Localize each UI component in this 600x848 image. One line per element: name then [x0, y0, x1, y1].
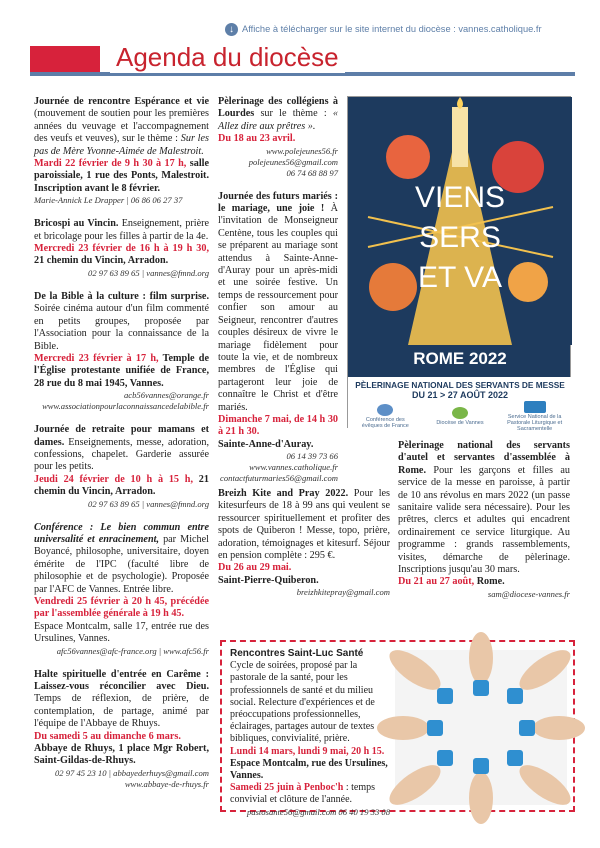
event-title: Breizh Kite and Pray 2022. [218, 488, 349, 499]
event-body: (mouvement de soutien pour les premières années du veuvage et l'accompagnement des veufs et veuves), sur le thème : [34, 108, 209, 145]
right-column [398, 440, 570, 612]
event-address: Saint-Pierre-Quiberon. [218, 574, 319, 586]
logo-label: Diocèse de Vannes [436, 420, 484, 426]
cef-logo [355, 404, 415, 429]
event-address: Rome. [474, 576, 505, 588]
event-contact: breizhkitepray@gmail.com [296, 587, 390, 598]
event-date: Mercredi 23 février de 16 h à 19 h 30, [34, 243, 209, 255]
event-body: Cycle de soirées, proposé par la pastorale de la santé, pour les professionnels de santé et du milieu social. Relecture d'expériences et de préoccupations professionnelles, éclairages, partages autour de textes bibliques, convivialité, prière. [230, 660, 375, 745]
snpls-logo [505, 401, 565, 432]
event-address: 21 chemin du Vincin, Arradon. [34, 473, 209, 498]
poster-word-etva: ET VA [418, 261, 502, 294]
event-bible-culture [34, 291, 209, 412]
download-notice[interactable] [225, 20, 575, 38]
download-icon: ↓ [225, 23, 238, 36]
event-body: Pour les kitesurfeurs de 18 à 99 ans qui veulent se ressourcer spirituellement et profiter des spots de Quiberon ! Messe, topo, prière, adoration, témoignages et kitesurf. Séjour en pension complète : 295 €. [218, 488, 391, 562]
event-saint-luc [230, 648, 390, 818]
poster-artwork [348, 97, 572, 345]
event-address: Espace Montcalm, rue des Ursulines, Vannes. [230, 757, 388, 782]
event-date: Lundi 14 mars, lundi 9 mai, 20 h 15. [230, 745, 385, 757]
poster-dates: DU 21 > 27 AOÛT 2022 [412, 390, 508, 400]
event-body: sur le thème : [254, 108, 333, 120]
event-address: Abbaye de Rhuys, 1 place Mgr Robert, Saint-Gildas-de-Rhuys. [34, 743, 209, 767]
event-address: Espace Montcalm, salle 17, entrée rue des Ursulines, Vannes. [34, 620, 209, 645]
poster-word-viens: VIENS [414, 181, 506, 214]
event-contact: sam@diocese-vannes.fr [487, 588, 570, 599]
event-date: Du samedi 5 au dimanche 6 mars. [34, 730, 181, 742]
event-date: Mercredi 23 février à 17 h, [34, 352, 159, 364]
poster-pelerinage: PÈLERINAGE NATIONAL DES SERVANTS DE MESSE [355, 380, 565, 390]
event-address: Sainte-Anne-d'Auray. [218, 438, 314, 450]
page-title: Agenda du diocèse [110, 42, 345, 73]
event-kite-pray [218, 488, 390, 598]
event-conference [34, 522, 209, 657]
poster-word-sers: SERS [419, 221, 501, 254]
middle-column-lower [218, 488, 390, 610]
event-body: À l'invitation de Monseigneur Centène, tous les couples qui se préparent au mariage sont attendus à Sainte-Anne-d'Auray pour un après-midi et une soirée festive. Un temps de ressourcement pour confier son amour au Seigneur, rencontrer d'autres couples désireux de vivre le mariage fidèlement pour toute la vie, et de nombreux membres de l'Église qui partageront leur joie de connaître le Christ et d'être mariés. [218, 203, 339, 413]
event-retraite-mamans [34, 424, 209, 509]
download-notice-text: Affiche à télécharger sur le site internet du diocèse : vannes.catholique.fr [242, 24, 542, 34]
event-title: Pèlerinage national des servants d'autel et servantes d'assemblée à Rome. [398, 440, 570, 476]
event-title: Journée de rencontre Espérance et vie [34, 96, 209, 107]
event-date: Samedi 25 juin à Penboc'h [230, 782, 344, 794]
event-body: Enseignements, messe, adoration, confessions, chapelet. Garderie assurée pour les petits. [34, 436, 209, 473]
event-date: Du 26 au 29 mai. [218, 562, 292, 574]
poster-footer [348, 377, 572, 432]
event-contact: www.polejeunes56.fr polejeunes56@gmail.com 06 74 68 88 97 [248, 145, 338, 178]
event-address: 21 chemin du Vincin, Arradon. [34, 255, 169, 267]
event-address: Temple de l'Église protestante unifiée de France, 28 rue du 8 mai 1945, Vannes. [34, 352, 209, 389]
event-contact: pastosante56@gmail.com 06 40 19 33 08 [246, 806, 390, 817]
event-body: Pour les garçons et filles au service de la messe en paroisse, à partir de 10 ans révolus en mars 2022 (un passe sanitaire valide sera nécessaire). Pour les prêtres, clercs et adultes qui encadrent ordinairement ce service liturgique. Au programme : grands rassemblements, visites, démarche de pèlerinage. Inscriptions jusqu'au 30 mars. [398, 464, 570, 576]
event-theme: Sur les pas de Mère Yvonne-Aimée de Malestroit. [34, 133, 210, 157]
event-title: Journée de retraite pour mamans et dames. [34, 424, 209, 448]
event-date: Du 18 au 23 avril. [218, 133, 296, 145]
event-servants-rome [398, 440, 570, 600]
event-title: Journée des futurs mariés : le mariage, une joie ! [218, 190, 338, 215]
event-title: Halte spirituelle d'entrée en Carême : Laissez-vous réconcilier avec Dieu. [34, 668, 209, 693]
event-contact: 02 97 63 89 65 | vannes@fmnd.org [88, 498, 209, 509]
event-contact: 06 14 39 73 66 www.vannes.catholique.fr contactfuturmaries56@gmail.com [220, 451, 338, 484]
event-body: : temps convivial et clôture de l'année. [230, 782, 376, 806]
event-body: par Michel Boyancé, philosophe, universitaire, doyen émérite de l'IPC (faculté libre de philosophie et de psychologie). Proposée par l'AFC de Vannes. Entrée libre. [34, 533, 209, 595]
poster-city: ROME 2022 [413, 349, 507, 368]
event-halte-careme [34, 669, 209, 790]
event-title: De la Bible à la culture : film surprise. [34, 290, 209, 302]
logo-label: Service National de la Pastorale Liturgique et Sacramentelle [507, 414, 563, 432]
puzzle-hands-image [395, 650, 567, 805]
left-column [34, 96, 209, 802]
event-contact: 02 97 45 23 10 | abbayederhuys@gmail.com www.abbaye-de-rhuys.fr [54, 767, 209, 789]
event-title: Conférence : Le bien commun entre universalité et enracinement, [34, 521, 209, 545]
event-contact: 02 97 63 89 65 | vannes@fmnd.org [88, 267, 209, 278]
event-date: Mardi 22 février de 9 h 30 à 17 h, [34, 158, 187, 170]
event-date: Jeudi 24 février de 10 h à 15 h, [34, 473, 194, 485]
page-header [30, 38, 575, 80]
event-body: Enseignement, prière et bricolage pour les filles à partir de la 4e. [34, 218, 210, 242]
event-contact: afc56vannes@afc-france.org | www.afc56.fr [56, 645, 209, 656]
event-date: Dimanche 7 mai, de 14 h 30 à 21 h 30. [218, 413, 338, 438]
event-body: Temps de réflexion, de prière, de contemplation, de partage, animé par l'équipe de l'Abbaye de Rhuys. [34, 693, 209, 730]
event-pelerinage-lourdes [218, 96, 338, 179]
event-title: Rencontres Saint-Luc Santé [230, 648, 364, 659]
event-futurs-maries [218, 191, 338, 485]
diocese-vannes-logo [430, 407, 490, 426]
event-title: Pèlerinage des collégiens à Lourdes [218, 96, 338, 120]
rome-2022-poster [347, 96, 571, 432]
event-esperance-vie [34, 96, 209, 206]
event-address: salle paroissiale, 1 rue des Ponts, Malestroit. Inscription avant le 8 février. [34, 158, 209, 194]
event-date: Du 21 au 27 août, [398, 576, 475, 588]
middle-column [218, 96, 338, 496]
logo-label: Conférence des évêques de France [361, 417, 409, 429]
event-date: Vendredi 25 février à 20 h 45, précédée par l'assemblée générale à 19 h 45. [34, 596, 209, 620]
event-theme: « Allez dire aux prêtres ». [218, 108, 338, 132]
event-bricospi [34, 218, 209, 279]
event-contact: acb56vannes@orange.fr www.associationpourlaconnaissancedelabible.fr [42, 390, 209, 412]
event-title: Bricospi au Vincin. [34, 218, 119, 230]
event-body: Soirée cinéma autour d'un film commenté en petits groupes, proposée par l'Association pour la connaissance de la Bible. [34, 303, 209, 352]
event-contact: Marie-Annick Le Drapper | 06 86 06 27 37 [34, 195, 183, 206]
